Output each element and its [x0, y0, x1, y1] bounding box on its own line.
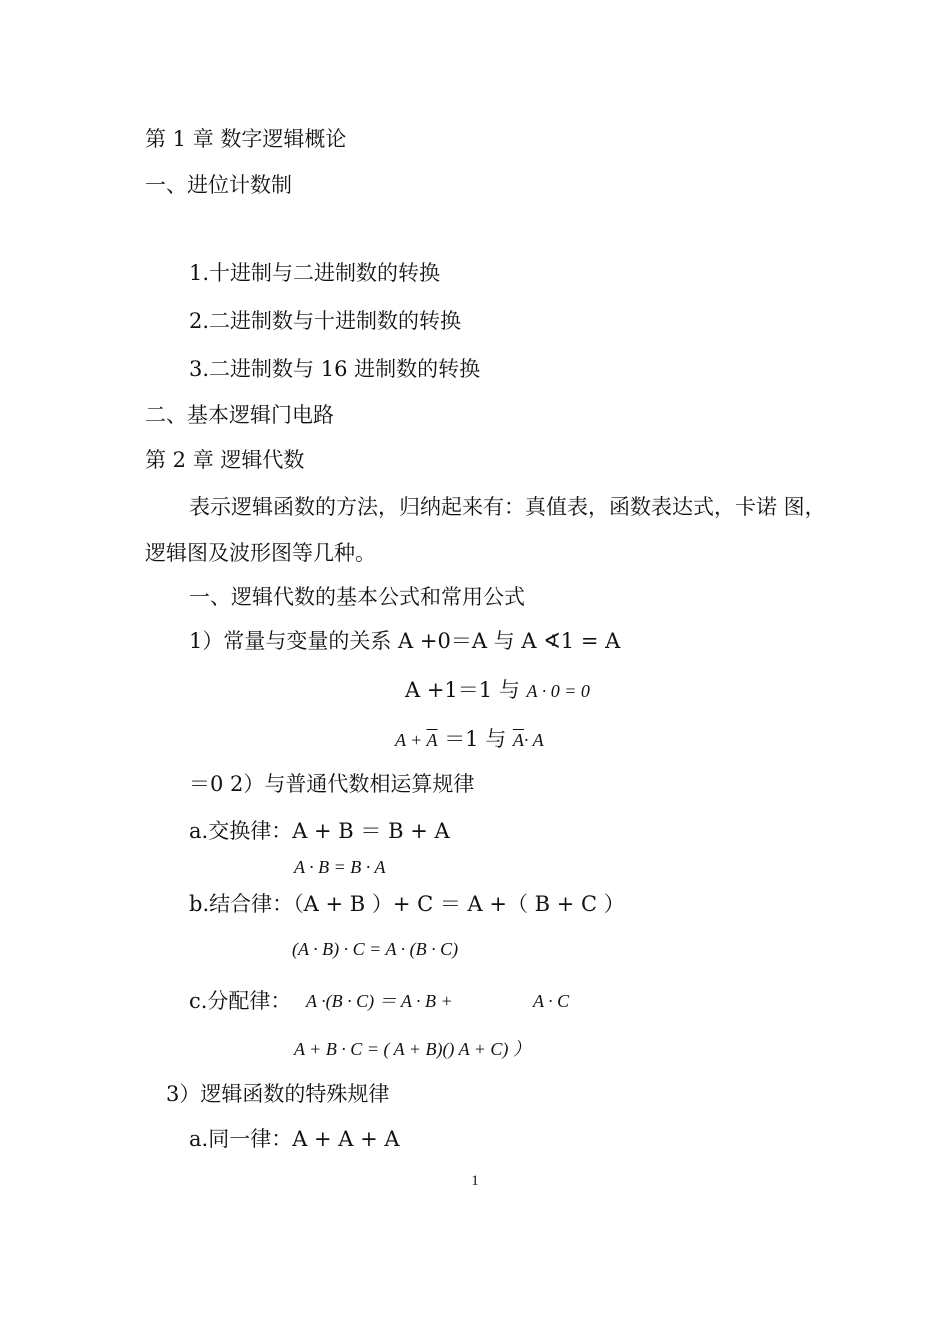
rule-line: c.分配律： — [189, 989, 292, 1013]
formula-part: A · 0 = 0 — [526, 681, 590, 701]
rule-line: a.交换律：A + B ＝ B + A — [189, 819, 450, 843]
list-item: 1.十进制与二进制数的转换 — [189, 261, 441, 285]
formula-part: $\overline{A}$ — [512, 730, 524, 750]
section-heading: 一、逻辑代数的基本公式和常用公式 — [189, 585, 525, 609]
rule-line: 3）逻辑函数的特殊规律 — [166, 1082, 390, 1106]
rule-line: 1）常量与变量的关系 A +0＝A 与 A ∢1 = A — [189, 629, 621, 653]
page-number: 1 — [471, 1173, 479, 1189]
formula — [405, 676, 590, 705]
section-heading: 二、基本逻辑门电路 — [145, 403, 334, 427]
formula: A ·(B · C) ＝ A · B + — [306, 991, 453, 1011]
rule-line: ＝0 2）与普通代数相运算规律 — [189, 772, 475, 796]
formula: A · B = B · A — [294, 857, 386, 877]
formula-part: ＝1 与 — [444, 727, 507, 751]
chapter-2-title: 第 2 章 逻辑代数 — [145, 448, 305, 472]
list-item: 2.二进制数与十进制数的转换 — [189, 309, 462, 333]
formula-part: A + — [395, 730, 427, 750]
formula-part: · A — [523, 730, 544, 750]
rule-line: b.结合律：（A + B ）+ C ＝ A +（ B + C ） — [189, 892, 625, 916]
formula-part: A +1＝1 与 — [405, 678, 520, 702]
paragraph-line: 表示逻辑函数的方法，归纳起来有：真值表，函数表达式，卡诺 图， — [189, 495, 826, 519]
chapter-1-title: 第 1 章 数字逻辑概论 — [145, 127, 347, 151]
formula: A + B · C = ( A + B)() A + C) ） — [294, 1039, 531, 1059]
rule-line: a.同一律：A + A + A — [189, 1127, 400, 1151]
formula: A · C — [533, 991, 570, 1011]
section-heading: 一、进位计数制 — [145, 173, 292, 197]
list-item: 3.二进制数与 16 进制数的转换 — [189, 357, 481, 381]
formula: (A · B) · C = A · (B · C) — [292, 939, 459, 959]
formula-part: $\overline{A}$ — [426, 730, 438, 750]
paragraph-line: 逻辑图及波形图等几种。 — [145, 541, 376, 565]
formula — [395, 725, 544, 754]
